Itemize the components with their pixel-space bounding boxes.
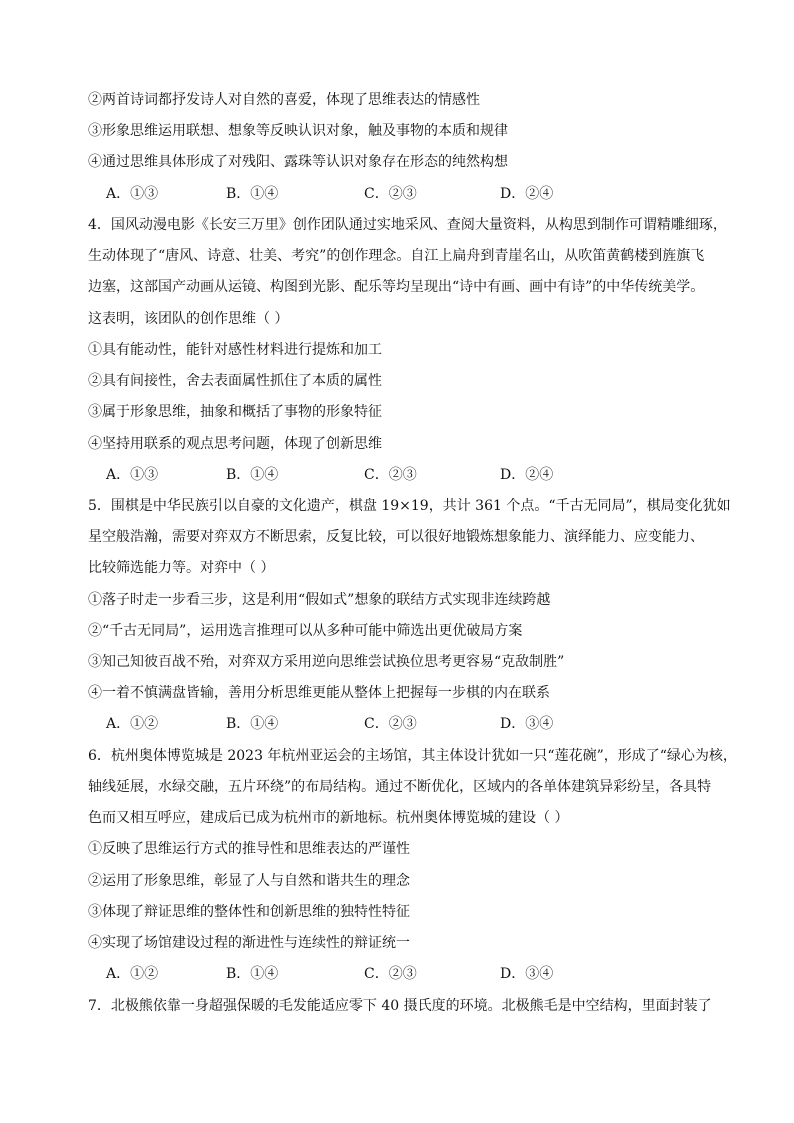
q6-stem-line-3: 色而又相互呼应，建成后已成为杭州市的新地标。杭州奥体博览城的建设（ ） — [88, 810, 569, 826]
q5-stem-line-2: 星空般浩瀚，需要对弈双方不断思索，反复比较，可以很好地锻炼想象能力、演绎能力、应变能力、 — [88, 529, 704, 545]
q6-statement-4: ④实现了场馆建设过程的渐进性与连续性的辩证统一 — [88, 935, 410, 951]
q6-statement-2: ②运用了形象思维，彰显了人与自然和谐共生的理念 — [88, 873, 410, 889]
q5-statement-2: ②“千古无同局”，运用选言推理可以从多种可能中筛选出更优破局方案 — [88, 623, 523, 639]
q6-stem-line-2: 轴线延展，水绿交融，五片环绕”的布局结构。通过不断优化，区域内的各单体建筑异彩纷呈，各具特 — [88, 779, 712, 795]
option-b: B．①④ — [226, 467, 279, 483]
q5-statement-1: ①落子时走一步看三步，这是利用“假如式”想象的联结方式实现非连续跨越 — [88, 592, 551, 608]
option-b: B．①④ — [226, 186, 279, 202]
q4-statement-2: ②具有间接性，舍去表面属性抓住了本质的属性 — [88, 373, 382, 389]
option-a: A．①③ — [106, 186, 159, 202]
option-c: C．②③ — [364, 966, 417, 982]
q4-stem-line-2: 生动体现了“唐风、诗意、壮美、考究”的创作理念。自江上扁舟到青崖名山，从吹笛黄鹤楼到旌旗飞 — [88, 248, 705, 264]
q4-statement-3: ③属于形象思维，抽象和概括了事物的形象特征 — [88, 404, 382, 420]
option-d: D．②④ — [500, 467, 554, 483]
q6-stem-line-1: 6．杭州奥体博览城是 2023 年杭州亚运会的主场馆，其主体设计犹如一只“莲花碗”，形成了“绿心为核， — [88, 748, 737, 764]
q5-statement-3: ③知己知彼百战不殆，对弈双方采用逆向思维尝试换位思考更容易“克敌制胜” — [88, 654, 565, 670]
q5-stem-line-3: 比较筛选能力等。对弈中（ ） — [88, 560, 275, 576]
option-d: D．③④ — [500, 966, 554, 982]
option-a: A．①③ — [106, 467, 159, 483]
q4-stem-line-4: 这表明，该团队的创作思维（ ） — [88, 311, 289, 327]
q4-statement-1: ①具有能动性，能针对感性材料进行提炼和加工 — [88, 342, 382, 358]
option-b: B．①④ — [226, 966, 279, 982]
q3-statement-3: ③形象思维运用联想、想象等反映认识对象，触及事物的本质和规律 — [88, 123, 508, 139]
q4-statement-4: ④坚持用联系的观点思考问题，体现了创新思维 — [88, 436, 382, 452]
q4-stem-line-3: 边塞，这部国产动画从运镜、构图到光影、配乐等均呈现出“诗中有画、画中有诗”的中华传统美学。 — [88, 279, 705, 295]
option-d: D．③④ — [500, 716, 554, 732]
option-c: C．②③ — [364, 186, 417, 202]
q6-statement-1: ①反映了思维运行方式的推导性和思维表达的严谨性 — [88, 841, 410, 857]
q3-statement-2: ②两首诗词都抒发诗人对自然的喜爱，体现了思维表达的情感性 — [88, 92, 480, 108]
option-a: A．①② — [106, 716, 159, 732]
q4-stem-line-1: 4．国风动漫电影《长安三万里》创作团队通过实地采风、查阅大量资料，从构思到制作可谓精雕细琢， — [88, 217, 727, 233]
option-d: D．②④ — [500, 186, 554, 202]
option-a: A．①② — [106, 966, 159, 982]
q6-statement-3: ③体现了辩证思维的整体性和创新思维的独特性特征 — [88, 904, 410, 920]
q5-statement-4: ④一着不慎满盘皆输，善用分析思维更能从整体上把握每一步棋的内在联系 — [88, 685, 550, 701]
option-b: B．①④ — [226, 716, 279, 732]
option-c: C．②③ — [364, 467, 417, 483]
q5-stem-line-1: 5．围棋是中华民族引以自豪的文化遗产，棋盘 19×19，共计 361 个点。“千古无同局”，棋局变化犹如 — [88, 498, 731, 514]
option-c: C．②③ — [364, 716, 417, 732]
q3-statement-4: ④通过思维具体形成了对残阳、露珠等认识对象存在形态的纯然构想 — [88, 154, 508, 170]
q7-stem-line-1: 7．北极熊依靠一身超强保暖的毛发能适应零下 40 摄氏度的环境。北极熊毛是中空结构，里面封装了 — [88, 998, 712, 1014]
